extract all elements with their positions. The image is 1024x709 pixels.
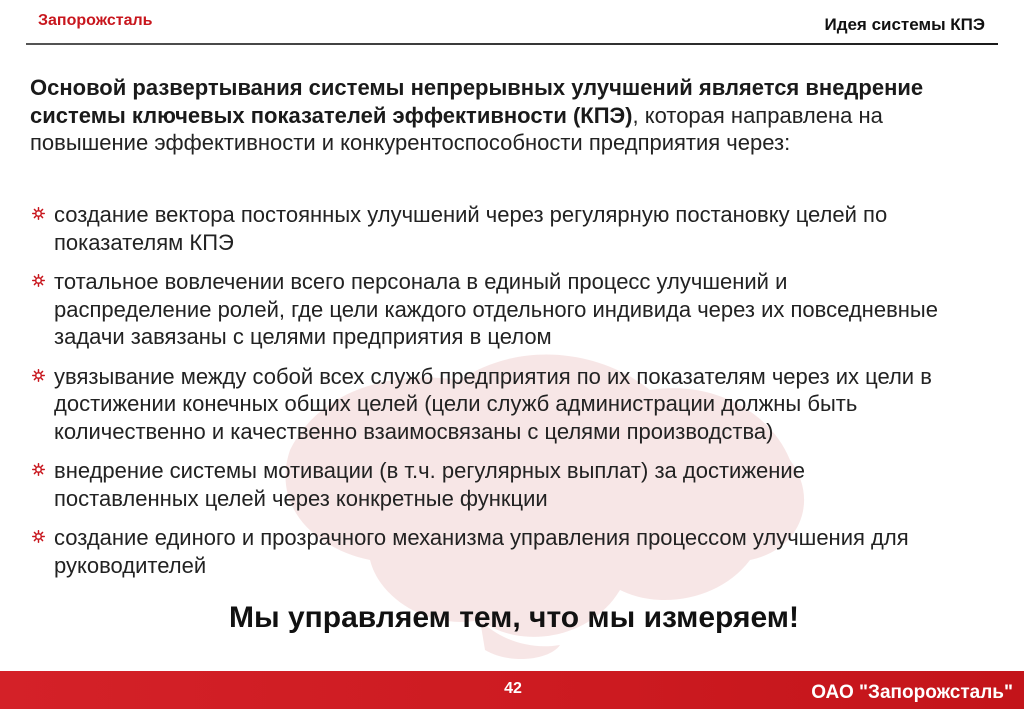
sun-bullet-icon	[30, 524, 54, 579]
intro-paragraph	[30, 74, 923, 157]
bullet-line: задачи завязаны с целями предприятия в целом	[54, 324, 552, 349]
bullet-item	[30, 201, 938, 256]
intro-line-1: Основой развертывания системы непрерывных улучшений является внедрение	[30, 75, 924, 100]
bullet-text	[54, 268, 938, 351]
bullet-line: создание вектора постоянных улучшений через регулярную постановку целей по	[54, 202, 888, 227]
bullet-line: показателям КПЭ	[54, 229, 234, 255]
bullet-line: тотальное вовлечении всего персонала в единый процесс улучшений и	[54, 269, 788, 294]
bullet-text	[54, 524, 909, 579]
intro-line-2	[30, 102, 923, 130]
bullet-text	[54, 201, 887, 256]
bullet-line: поставленных целей через конкретные функции	[54, 485, 548, 511]
intro-line-2-bold: системы ключевых показателей эффективности (КПЭ)	[30, 102, 633, 128]
page-number: 42	[504, 680, 522, 697]
bullet-text	[54, 457, 805, 512]
bullet-line: достижении конечных общих целей (цели служб администрации должны быть	[54, 391, 858, 416]
bullet-item	[30, 363, 938, 446]
bullet-line: руководителей	[54, 552, 207, 578]
slide-title: Идея системы КПЭ	[824, 15, 985, 34]
bullet-line: внедрение системы мотивации (в т.ч. регулярных выплат) за достижение	[54, 458, 805, 483]
slogan: Мы управляем тем, что мы измеряем!	[229, 601, 799, 634]
sun-bullet-icon	[30, 457, 54, 512]
bullet-item	[30, 524, 938, 579]
sun-bullet-icon	[30, 268, 54, 351]
footer-company-name: ОАО "Запорожсталь"	[811, 682, 1013, 703]
sun-bullet-icon	[30, 201, 54, 256]
intro-line-3: повышение эффективности и конкурентоспособности предприятия через:	[30, 130, 791, 155]
bullet-item	[30, 268, 938, 351]
sun-bullet-icon	[30, 363, 54, 446]
header-divider	[26, 43, 998, 45]
bullet-line: количественно и качественно взаимосвязаны с целями производства)	[54, 418, 774, 444]
bullet-line: распределение ролей, где цели каждого отдельного индивида через их повседневные	[54, 296, 938, 322]
bullet-text	[54, 363, 932, 446]
bullet-line: создание единого и прозрачного механизма управления процессом улучшения для	[54, 525, 909, 550]
bullet-line: увязывание между собой всех служб предприятия по их показателям через их цели в	[54, 363, 932, 389]
company-brand-label: Запорожсталь	[38, 12, 153, 29]
bullet-item	[30, 457, 938, 512]
intro-line-2-regular: , которая направлена на	[632, 102, 883, 128]
bullet-list	[30, 201, 938, 579]
